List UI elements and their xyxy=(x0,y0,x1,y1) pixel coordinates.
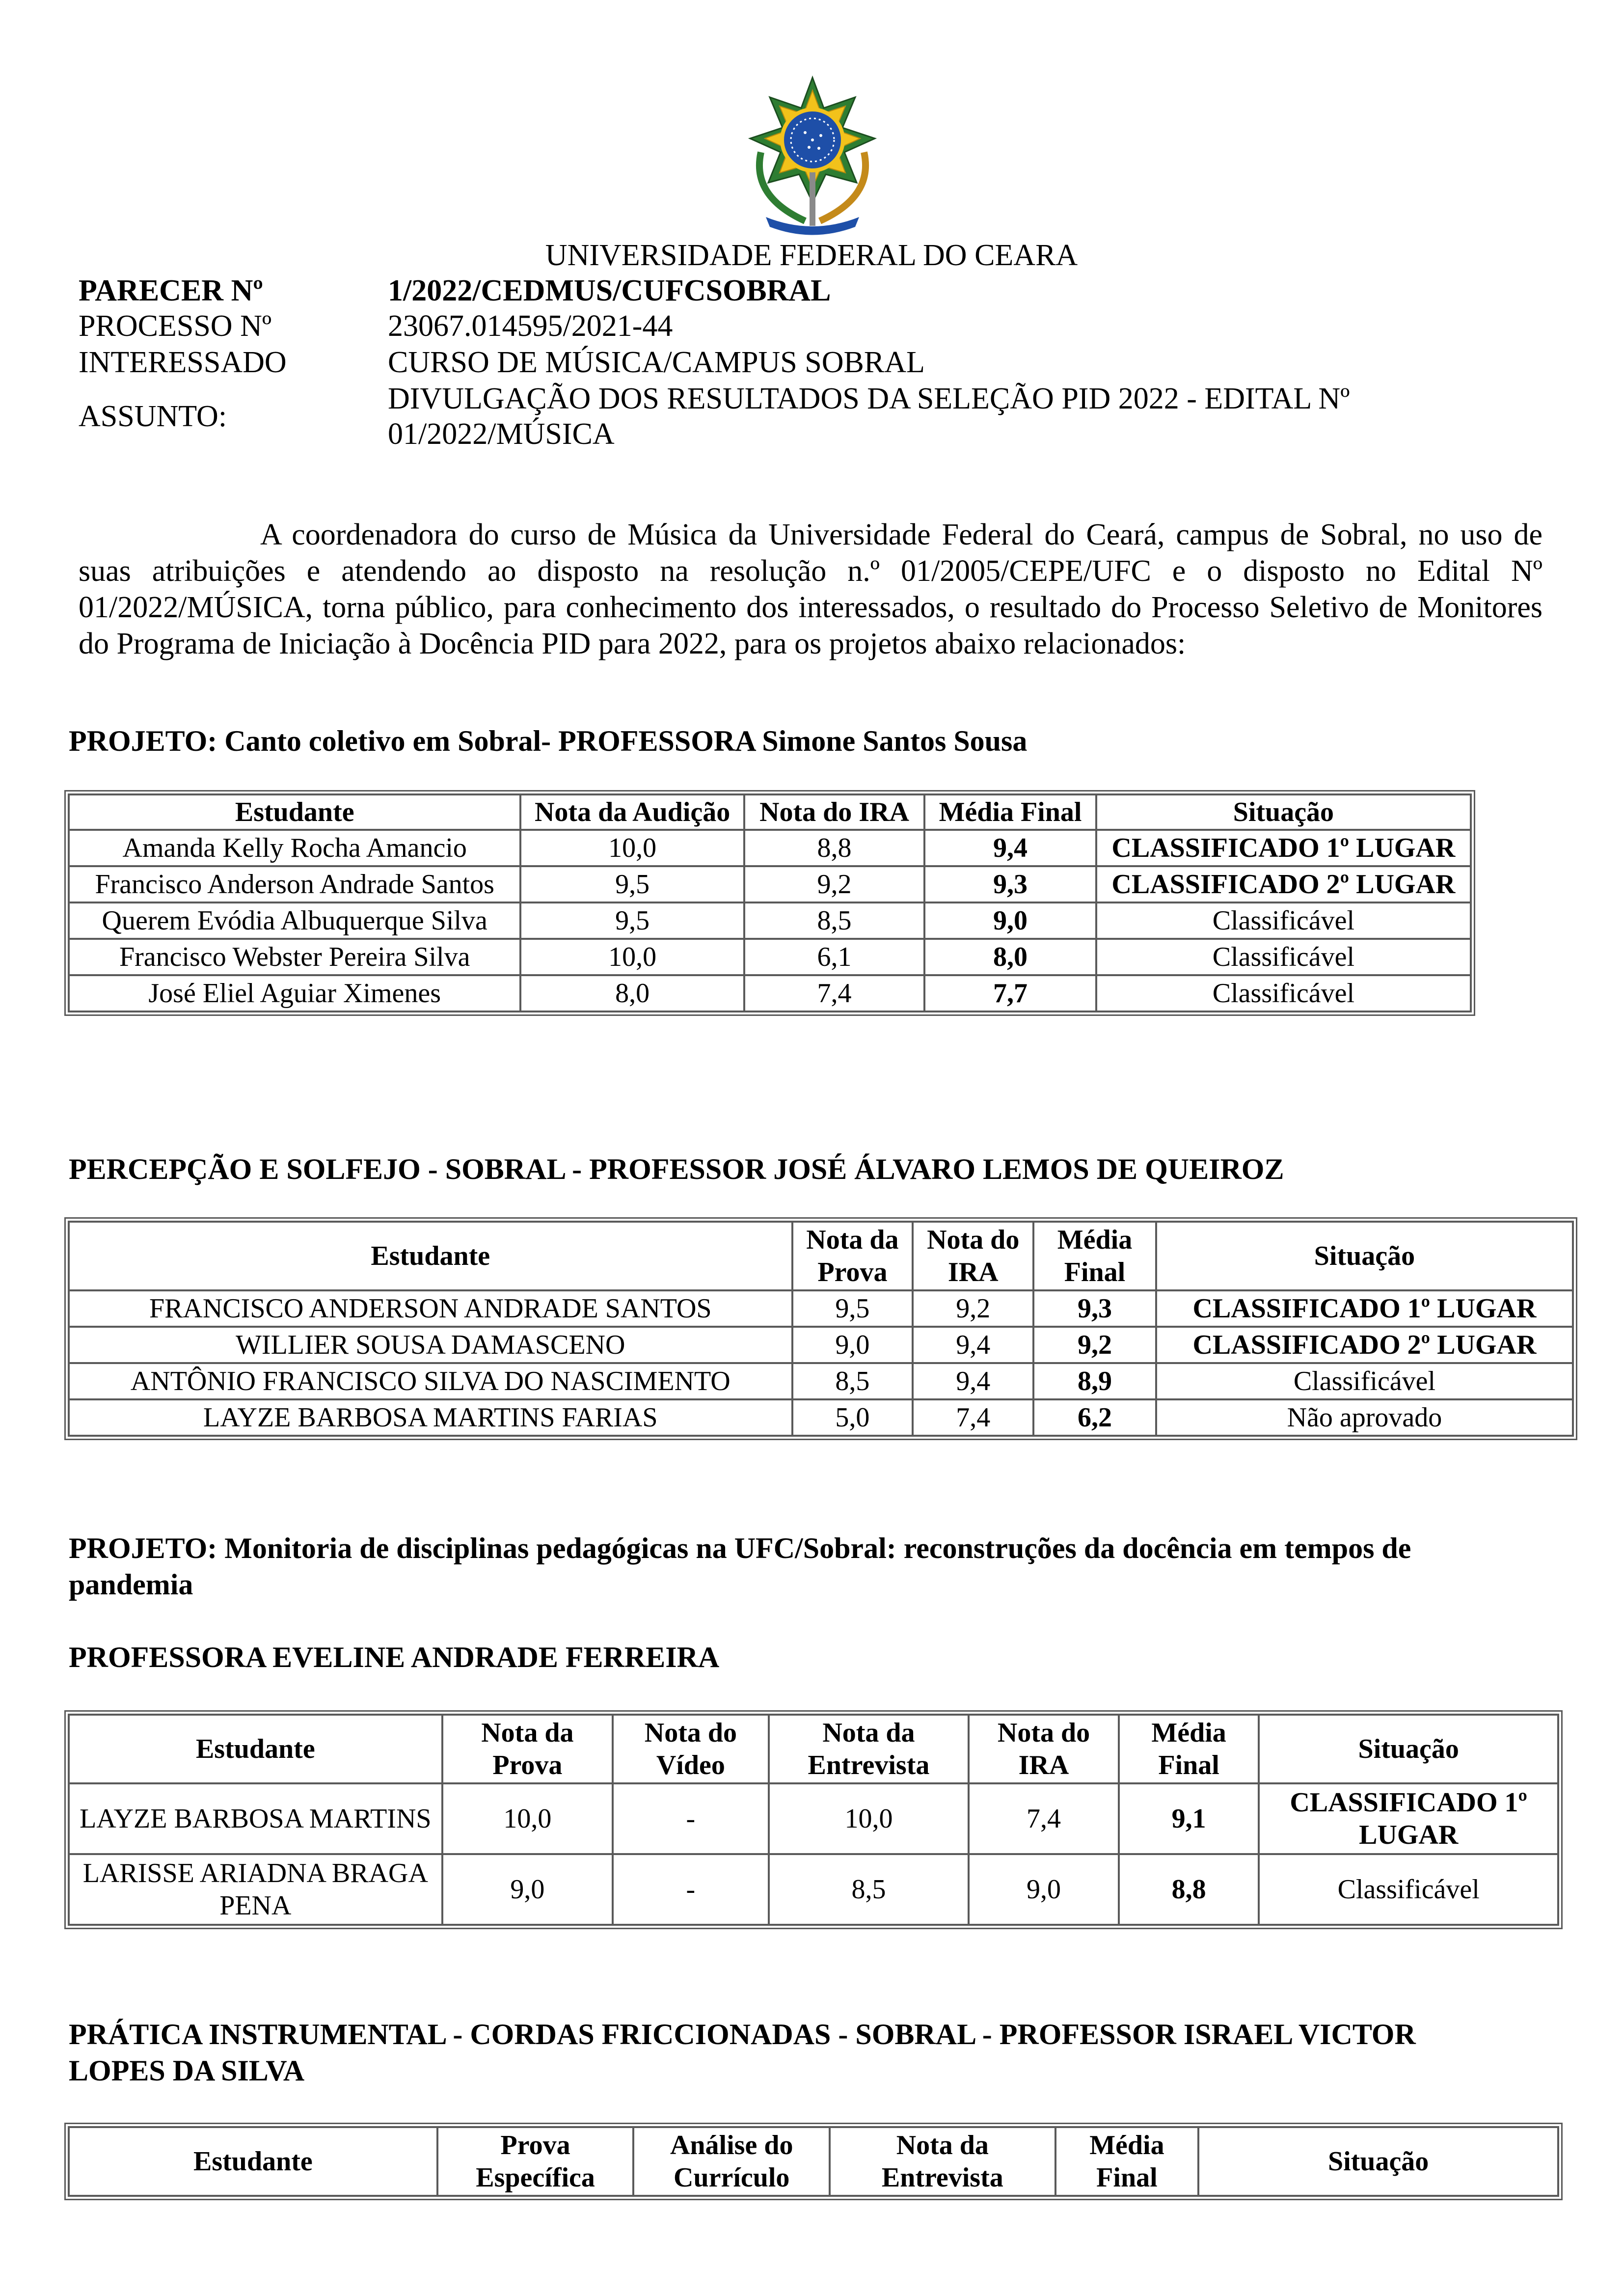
score-cell: 8,8 xyxy=(744,830,924,866)
section-4-title-line-2: LOPES DA SILVA xyxy=(69,2054,305,2087)
student-cell: FRANCISCO ANDERSON ANDRADE SANTOS xyxy=(69,1290,792,1327)
student-cell: Querem Evódia Albuquerque Silva xyxy=(69,902,520,939)
section-3-subtitle: PROFESSORA EVELINE ANDRADE FERREIRA xyxy=(69,1641,720,1673)
header-cell: Análise do Currículo xyxy=(633,2127,830,2196)
student-cell: Amanda Kelly Rocha Amancio xyxy=(69,830,520,866)
coat-of-arms-icon xyxy=(731,74,893,236)
header-cell: Situação xyxy=(1096,794,1471,830)
student-cell: WILLIER SOUSA DAMASCENO xyxy=(69,1327,792,1363)
assunto-label: ASSUNTO: xyxy=(79,400,227,433)
score-cell: 9,2 xyxy=(913,1290,1033,1327)
section-3-title-line-1: PROJETO: Monitoria de disciplinas pedagógicas na UFC/Sobral: reconstruções da docência em tempos de xyxy=(69,1532,1411,1564)
final-score-cell: 9,1 xyxy=(1119,1783,1259,1854)
score-cell: 6,1 xyxy=(744,939,924,975)
score-cell: - xyxy=(613,1854,769,1925)
table-row xyxy=(69,939,1471,975)
score-cell: 7,4 xyxy=(969,1783,1119,1854)
header-cell: Nota do IRA xyxy=(969,1715,1119,1783)
table-header-row xyxy=(69,794,1471,830)
header-cell: Nota do IRA xyxy=(913,1222,1033,1290)
score-cell: - xyxy=(613,1783,769,1854)
score-cell: 7,4 xyxy=(913,1399,1033,1436)
header-cell: Média Final xyxy=(1055,2127,1199,2196)
table-row xyxy=(69,866,1471,902)
student-cell: LARISSE ARIADNA BRAGA PENA xyxy=(69,1854,442,1925)
header-cell: Nota da Audição xyxy=(520,794,744,830)
table-row xyxy=(69,1290,1573,1327)
score-cell: 10,0 xyxy=(520,830,744,866)
header-cell: Situação xyxy=(1156,1222,1573,1290)
status-cell: CLASSIFICADO 1º LUGAR xyxy=(1156,1290,1573,1327)
header-cell: Situação xyxy=(1198,2127,1558,2196)
score-cell: 10,0 xyxy=(520,939,744,975)
status-cell: CLASSIFICADO 2º LUGAR xyxy=(1096,866,1471,902)
student-cell: José Eliel Aguiar Ximenes xyxy=(69,975,520,1011)
student-cell: Francisco Webster Pereira Silva xyxy=(69,939,520,975)
section-2-table xyxy=(68,1221,1574,1437)
final-score-cell: 9,0 xyxy=(924,902,1096,939)
table-header-row xyxy=(69,1222,1573,1290)
header-cell: Nota do IRA xyxy=(744,794,924,830)
processo-label: PROCESSO Nº xyxy=(79,309,272,343)
processo-value: 23067.014595/2021-44 xyxy=(388,309,673,343)
header-cell: Situação xyxy=(1259,1715,1558,1783)
table-header-row xyxy=(69,2127,1558,2196)
score-cell: 7,4 xyxy=(744,975,924,1011)
university-name: UNIVERSIDADE FEDERAL DO CEARA xyxy=(545,239,1078,272)
final-score-cell: 7,7 xyxy=(924,975,1096,1011)
header-cell: Média Final xyxy=(1033,1222,1156,1290)
section-3-table xyxy=(68,1714,1559,1926)
score-cell: 9,4 xyxy=(913,1363,1033,1399)
header-cell: Prova Específica xyxy=(437,2127,634,2196)
intro-text: A coordenadora do curso de Música da Universidade Federal do Ceará, campus de Sobral, no uso de suas atribuições e atendendo ao disposto na resolução n.º 01/2005/CEPE/UFC e o disposto no Edital Nº 01/2022/MÚSICA, torna público, para conhecimento dos interessados, o resultado do Processo Seletivo de Monitores do Programa de Iniciação à Docência PID para 2022, para os projetos abaixo relacionados: xyxy=(79,518,1542,660)
student-cell: LAYZE BARBOSA MARTINS xyxy=(69,1783,442,1854)
section-2-title: PERCEPÇÃO E SOLFEJO - SOBRAL - PROFESSOR JOSÉ ÁLVARO LEMOS DE QUEIROZ xyxy=(69,1153,1284,1185)
score-cell: 9,0 xyxy=(969,1854,1119,1925)
header-cell: Nota da Prova xyxy=(792,1222,913,1290)
status-cell: CLASSIFICADO 2º LUGAR xyxy=(1156,1327,1573,1363)
table-row xyxy=(69,830,1471,866)
student-cell: Francisco Anderson Andrade Santos xyxy=(69,866,520,902)
header-cell: Média Final xyxy=(1119,1715,1259,1783)
section-1-table xyxy=(68,793,1472,1012)
table-row xyxy=(69,1399,1573,1436)
section-1-title: PROJETO: Canto coletivo em Sobral- PROFESSORA Simone Santos Sousa xyxy=(69,725,1028,757)
header-cell: Nota da Entrevista xyxy=(769,1715,969,1783)
table-row xyxy=(69,902,1471,939)
intro-paragraph xyxy=(79,517,1542,662)
score-cell: 8,5 xyxy=(792,1363,913,1399)
status-cell: Classificável xyxy=(1096,975,1471,1011)
parecer-label: PARECER Nº xyxy=(79,274,263,307)
section-3-title-line-2: pandemia xyxy=(69,1568,193,1601)
final-score-cell: 8,8 xyxy=(1119,1854,1259,1925)
status-cell: CLASSIFICADO 1º LUGAR xyxy=(1096,830,1471,866)
score-cell: 10,0 xyxy=(769,1783,969,1854)
status-cell: Classificável xyxy=(1259,1854,1558,1925)
score-cell: 9,5 xyxy=(792,1290,913,1327)
header-cell: Média Final xyxy=(924,794,1096,830)
score-cell: 9,5 xyxy=(520,902,744,939)
interessado-label: INTERESSADO xyxy=(79,346,287,379)
status-cell: Classificável xyxy=(1096,902,1471,939)
score-cell: 9,0 xyxy=(442,1854,613,1925)
assunto-line-1: DIVULGAÇÃO DOS RESULTADOS DA SELEÇÃO PID 2022 - EDITAL Nº xyxy=(388,382,1350,415)
parecer-value: 1/2022/CEDMUS/CUFCSOBRAL xyxy=(388,274,831,307)
student-cell: ANTÔNIO FRANCISCO SILVA DO NASCIMENTO xyxy=(69,1363,792,1399)
header-cell: Nota da Prova xyxy=(442,1715,613,1783)
status-cell: Não aprovado xyxy=(1156,1399,1573,1436)
table-row xyxy=(69,1327,1573,1363)
header-cell: Estudante xyxy=(69,2127,437,2196)
final-score-cell: 9,2 xyxy=(1033,1327,1156,1363)
final-score-cell: 8,9 xyxy=(1033,1363,1156,1399)
final-score-cell: 8,0 xyxy=(924,939,1096,975)
header-cell: Estudante xyxy=(69,1222,792,1290)
final-score-cell: 9,3 xyxy=(1033,1290,1156,1327)
status-cell: CLASSIFICADO 1º LUGAR xyxy=(1259,1783,1558,1854)
score-cell: 5,0 xyxy=(792,1399,913,1436)
header-cell: Estudante xyxy=(69,794,520,830)
score-cell: 9,4 xyxy=(913,1327,1033,1363)
final-score-cell: 9,4 xyxy=(924,830,1096,866)
interessado-value: CURSO DE MÚSICA/CAMPUS SOBRAL xyxy=(388,346,925,379)
final-score-cell: 6,2 xyxy=(1033,1399,1156,1436)
final-score-cell: 9,3 xyxy=(924,866,1096,902)
table-row xyxy=(69,1363,1573,1399)
section-4-title-line-1: PRÁTICA INSTRUMENTAL - CORDAS FRICCIONADAS - SOBRAL - PROFESSOR ISRAEL VICTOR xyxy=(69,2018,1416,2050)
table-row xyxy=(69,975,1471,1011)
score-cell: 9,2 xyxy=(744,866,924,902)
table-header-row xyxy=(69,1715,1558,1783)
score-cell: 10,0 xyxy=(442,1783,613,1854)
status-cell: Classificável xyxy=(1096,939,1471,975)
section-4-table xyxy=(68,2126,1559,2197)
header-cell: Estudante xyxy=(69,1715,442,1783)
table-row xyxy=(69,1854,1558,1925)
score-cell: 8,5 xyxy=(769,1854,969,1925)
score-cell: 8,0 xyxy=(520,975,744,1011)
header-cell: Nota da Entrevista xyxy=(830,2127,1055,2196)
header-cell: Nota do Vídeo xyxy=(613,1715,769,1783)
score-cell: 9,5 xyxy=(520,866,744,902)
status-cell: Classificável xyxy=(1156,1363,1573,1399)
table-row xyxy=(69,1783,1558,1854)
student-cell: LAYZE BARBOSA MARTINS FARIAS xyxy=(69,1399,792,1436)
score-cell: 8,5 xyxy=(744,902,924,939)
score-cell: 9,0 xyxy=(792,1327,913,1363)
assunto-line-2: 01/2022/MÚSICA xyxy=(388,417,615,451)
